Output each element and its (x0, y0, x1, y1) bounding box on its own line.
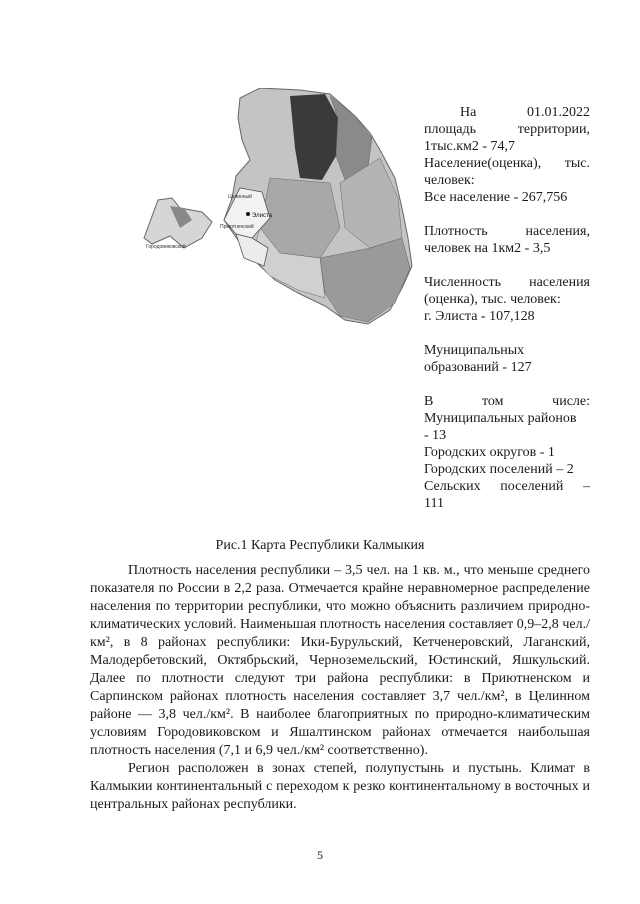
districts-value: - 13 (424, 428, 447, 443)
municipalities-value: образований - 127 (424, 360, 532, 375)
map-label-tselinny: Целинный (228, 194, 252, 200)
map-label-priyutnensky: Приютненский (220, 224, 254, 230)
including-label: В том числе: (424, 394, 590, 409)
capital-population-unit: (оценка), тыс. человек: (424, 292, 561, 307)
density-value: человек на 1км2 - 3,5 (424, 241, 551, 256)
figure-caption: Рис.1 Карта Республики Калмыкия (215, 538, 425, 553)
population-unit: человек: (424, 173, 475, 188)
population-total: Все население - 267,756 (424, 190, 568, 205)
date-line: На 01.01.2022 (460, 105, 590, 120)
stats-sidebar (424, 104, 590, 512)
area-value: 1тыс.км2 - 74,7 (424, 139, 516, 154)
capital-population-value: г. Элиста - 107,128 (424, 309, 535, 324)
map-label-elista: Элиста (252, 213, 272, 219)
kalmykia-map (140, 88, 415, 328)
elista-marker-icon (246, 212, 250, 216)
paragraph: Регион расположен в зонах степей, полупустынь и пустынь. Климат в Калмыкии континентальный с переходом к резко континентальному в восточных и центральных районах республики. (90, 761, 590, 812)
rural-settlements-label: Сельских поселений – (424, 479, 590, 494)
population-label: Население(оценка), тыс. (424, 156, 590, 171)
body-text (90, 562, 590, 814)
density-label: Плотность населения, (424, 224, 590, 239)
map-label-gorodovikovsky: Городовиковский (146, 244, 186, 250)
paragraph: Плотность населения республики – 3,5 чел. на 1 кв. м., что меньше среднего показателя по России в 2,2 раза. Отмечается крайне неравномерное распределение населения по территории республики, что можно объяснить различием природно-климатических условий. Наименьшая плотность населения составляет 0,9–2,8 чел./км², в 8 районах республики: Ики-Бурульский, Кетченеровский, Лаганский, Малодербетовский, Октябрьский, Черноземельский, Юстинский, Яшкульский. Далее по плотности следуют три района республики: в Приютненском и Сарпинском районах плотность населения составляет 3,7 чел./км², в Целинном районе — 3,8 чел./км². В наиболее благоприятных по природно-климатическим условиям Городовиковском и Яшалтинском районах отмечается наибольшая плотность населения (7,1 и 6,9 чел./км² соответственно). (90, 563, 590, 758)
municipalities-label: Муниципальных (424, 343, 525, 358)
districts-label: Муниципальных районов (424, 411, 577, 426)
urban-districts: Городских округов - 1 (424, 445, 555, 460)
page-number: 5 (317, 848, 323, 862)
area-label: площадь территории, (424, 122, 590, 137)
urban-settlements: Городских поселений – 2 (424, 462, 574, 477)
rural-settlements-value: 111 (424, 496, 444, 511)
capital-population-label: Численность населения (424, 275, 590, 290)
